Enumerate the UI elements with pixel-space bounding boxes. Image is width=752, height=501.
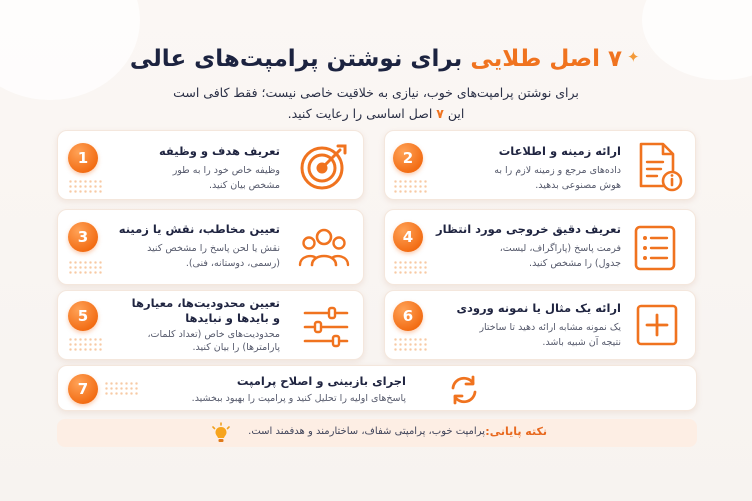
- principle-card-5: [57, 290, 364, 360]
- principle-number-badge: 7: [68, 374, 98, 404]
- principle-card-7: [57, 365, 697, 411]
- principle-card-1: [57, 130, 364, 200]
- principle-card-6: [384, 290, 696, 360]
- decorative-dots: [393, 179, 427, 195]
- principle-title: تعریف دقیق خروجی مورد انتظار: [436, 222, 621, 236]
- checklist-icon: [633, 224, 679, 272]
- sparkle-icon: ✦: [627, 48, 640, 66]
- principle-title: تعیین مخاطب، نقش یا زمینه: [118, 222, 280, 236]
- principle-title: تعیین محدودیت‌ها، معیارها و بایدها و نبایدها: [131, 296, 280, 325]
- principle-description: فرمت پاسخ (پاراگراف، لیست، جدول) را مشخص کنید.: [499, 243, 621, 269]
- principle-card-2: [384, 130, 696, 200]
- decorative-dots: [68, 337, 102, 353]
- plus-square-icon: [635, 303, 679, 347]
- document-info-icon: [635, 140, 685, 194]
- refresh-icon: [448, 374, 480, 406]
- principle-description: پاسخ‌های اولیه را تحلیل کنید و پرامپت را بهبود ببخشید.: [191, 393, 406, 404]
- title-rest: برای نوشتن پرامپت‌های عالی: [129, 46, 463, 72]
- subtitle-line-2: [0, 103, 752, 124]
- title-highlight: اصل طلایی: [470, 46, 601, 72]
- target-icon: [298, 141, 350, 191]
- principle-description: نقش یا لحن پاسخ را مشخص کنید (رسمی، دوستانه، فنی).: [147, 243, 280, 269]
- subtitle-line-2-before: این: [447, 106, 465, 121]
- principle-title: تعریف هدف و وظیفه: [158, 144, 280, 158]
- decorative-dots: [393, 260, 427, 276]
- subtitle-line-1: برای نوشتن پرامپت‌های خوب، نیازی به خلاقیت خاصی نیست؛ فقط کافی است: [173, 85, 579, 100]
- page-title: [130, 44, 622, 74]
- principle-number-badge: 4: [393, 222, 423, 252]
- principle-title: ارائه زمینه و اطلاعات: [498, 144, 621, 158]
- final-note-label: نکته پایانی:: [485, 425, 547, 438]
- decorative-dots: [393, 337, 427, 353]
- principle-title: ارائه یک مثال یا نمونه ورودی: [456, 301, 621, 315]
- final-note: [57, 419, 697, 447]
- subtitle: [0, 82, 752, 124]
- final-note-text: پرامپت خوب، پرامپتی شفاف، ساختارمند و هدفمند است.: [248, 426, 485, 437]
- principle-title: اجرای بازبینی و اصلاح پرامپت: [236, 374, 406, 388]
- principle-number-badge: 1: [68, 143, 98, 173]
- principle-card-3: [57, 209, 364, 285]
- principle-description: داده‌های مرجع و زمینه لازم را به هوش مصنوعی بدهید.: [494, 165, 621, 191]
- sliders-icon: [303, 305, 349, 349]
- decorative-dots: [68, 179, 102, 195]
- principle-number-badge: 2: [393, 143, 423, 173]
- subtitle-line-2-number: ۷: [436, 106, 444, 121]
- decorative-dots: [104, 381, 138, 397]
- principle-number-badge: 6: [393, 301, 423, 331]
- principle-card-4: [384, 209, 696, 285]
- principle-number-badge: 5: [68, 301, 98, 331]
- principle-description: وظیفه خاص خود را به طور مشخص بیان کنید.: [172, 165, 280, 191]
- users-icon: [298, 225, 350, 273]
- principle-description: یک نمونه مشابه ارائه دهید تا ساختار نتیجه آن شبیه باشد.: [479, 322, 621, 348]
- principle-description: محدودیت‌های خاص (تعداد کلمات، پارامترها) را بیان کنید.: [147, 329, 280, 353]
- decorative-dots: [68, 260, 102, 276]
- principle-number-badge: 3: [68, 222, 98, 252]
- lightbulb-icon: [210, 422, 232, 448]
- subtitle-line-2-after: اصل اساسی را رعایت کنید.: [287, 106, 433, 121]
- title-number: ۷: [608, 46, 623, 72]
